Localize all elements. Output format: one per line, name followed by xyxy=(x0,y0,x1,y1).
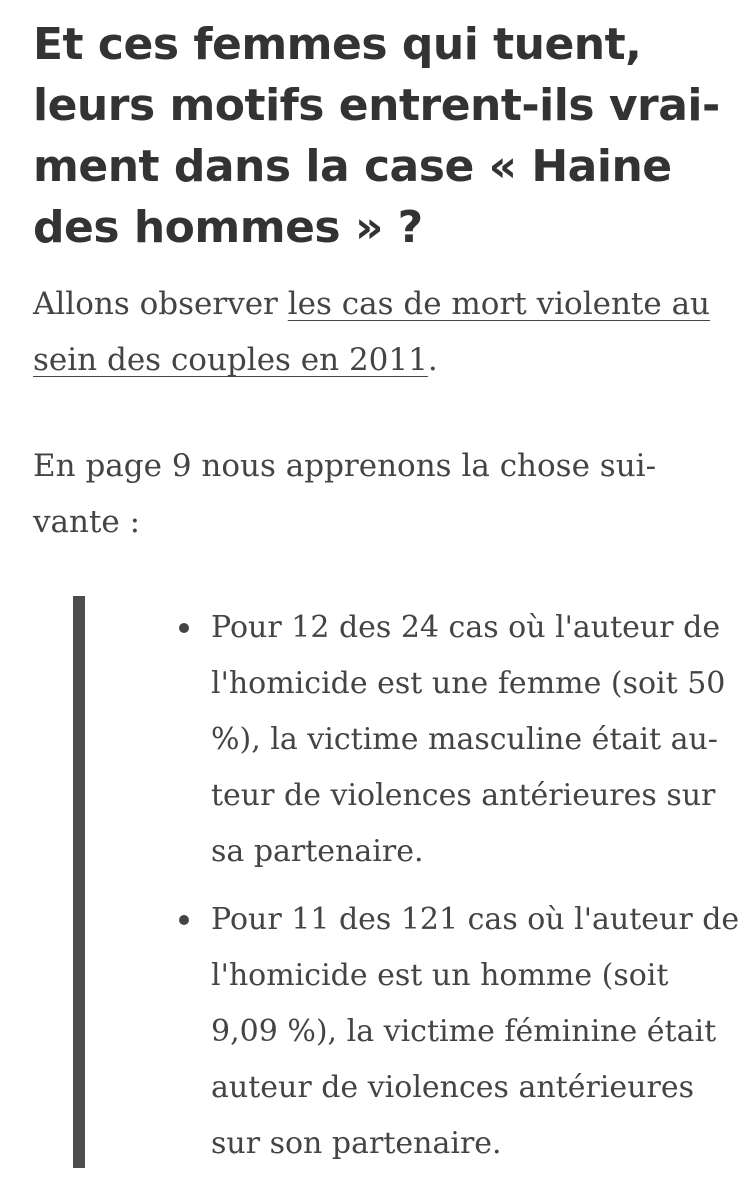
bullet-icon xyxy=(179,915,189,925)
section-heading xyxy=(33,14,723,258)
intro-suffix: . xyxy=(427,342,438,378)
list-item-line: l'homicide est un homme (soit xyxy=(211,958,669,993)
intro-paragraph xyxy=(33,276,723,388)
list-item xyxy=(211,600,750,880)
bullet-icon xyxy=(179,623,189,633)
list-item xyxy=(211,892,750,1172)
list-item-line: teur de violences antérieures sur xyxy=(211,778,716,813)
list-item-line: Pour 12 des 24 cas où l'auteur de xyxy=(211,610,721,645)
paragraph-line: vante : xyxy=(33,504,141,540)
source-document-link-continued[interactable]: sein des couples en 2011 xyxy=(33,342,428,378)
page-reference-paragraph xyxy=(33,438,723,550)
heading-line: ment dans la case « Haine xyxy=(33,141,672,192)
quote-bar xyxy=(73,596,85,1168)
list-item-line: sa partenaire. xyxy=(211,834,424,869)
list-item-line: Pour 11 des 121 cas où l'auteur de xyxy=(211,902,740,937)
blockquote xyxy=(73,596,750,1168)
list-item-line: l'homicide est une femme (soit 50 xyxy=(211,666,726,701)
article-body xyxy=(33,14,723,550)
heading-line: des hommes » ? xyxy=(33,202,423,253)
paragraph-line: En page 9 nous apprenons la chose sui- xyxy=(33,448,657,484)
source-document-link[interactable]: les cas de mort violente au xyxy=(287,286,711,322)
intro-line xyxy=(33,276,723,332)
heading-line: Et ces femmes qui tuent, xyxy=(33,19,642,70)
heading-line: leurs motifs entrent-ils vrai- xyxy=(33,80,720,131)
intro-line xyxy=(33,332,723,388)
intro-prefix: Allons observer xyxy=(33,286,288,322)
list-item-line: %), la victime masculine était au- xyxy=(211,722,718,757)
list-item-line: sur son partenaire. xyxy=(211,1126,502,1161)
list-item-line: 9,09 %), la victime féminine était xyxy=(211,1014,717,1049)
quote-bullet-list xyxy=(211,600,750,1184)
list-item-line: auteur de violences antérieures xyxy=(211,1070,694,1105)
